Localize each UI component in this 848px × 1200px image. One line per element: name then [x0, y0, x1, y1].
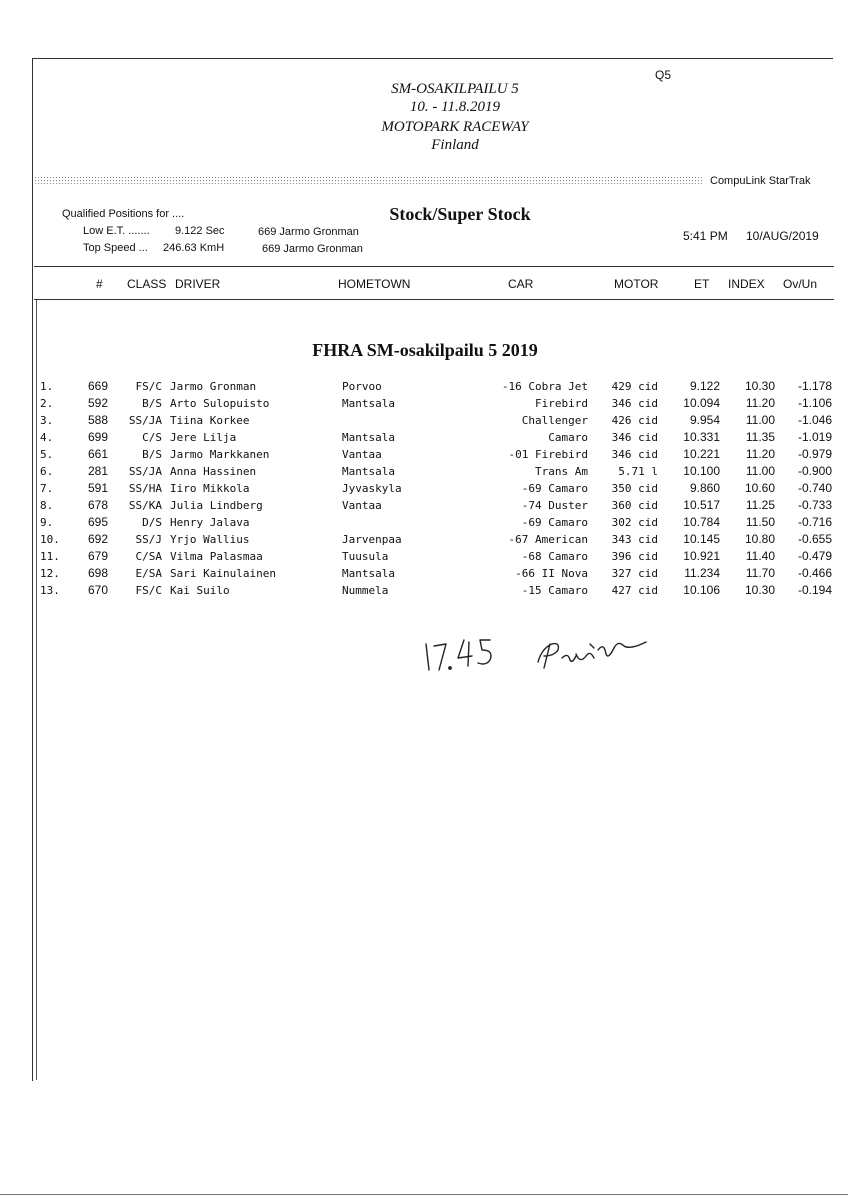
- header-rule-top: [34, 266, 834, 267]
- hometown: Jyvaskyla: [342, 482, 402, 495]
- car: Challenger: [521, 414, 588, 427]
- motor: 346 cid: [611, 448, 658, 461]
- motor: 426 cid: [611, 414, 658, 427]
- col-ovun: Ov/Un: [783, 277, 818, 291]
- handwritten-time-signature: [420, 630, 670, 685]
- car: -69 Camaro: [521, 482, 588, 495]
- ov-un: -0.900: [797, 464, 832, 478]
- et: 11.234: [684, 566, 720, 580]
- car: -16 Cobra Jet: [501, 380, 588, 393]
- qualified-label: Qualified Positions for ....: [62, 208, 185, 220]
- motor: 346 cid: [611, 397, 658, 410]
- et: 10.221: [683, 447, 720, 461]
- ov-un: -0.740: [797, 481, 832, 495]
- ov-un: -0.716: [797, 515, 832, 529]
- hometown: Mantsala: [342, 397, 395, 410]
- position: 5.: [40, 448, 54, 461]
- class: D/S: [142, 516, 162, 529]
- position: 9.: [40, 516, 54, 529]
- col-index: INDEX: [728, 277, 765, 291]
- driver: Jarmo Gronman: [170, 380, 257, 393]
- class: B/S: [142, 397, 162, 410]
- index: 11.00: [745, 413, 775, 427]
- table-row: [0, 480, 848, 497]
- driver: Sari Kainulainen: [170, 567, 276, 580]
- table-row: [0, 514, 848, 531]
- car-number: 679: [87, 549, 108, 563]
- car-number: 698: [87, 566, 108, 580]
- hometown: Vantaa: [342, 448, 382, 461]
- driver: Yrjo Wallius: [170, 533, 250, 546]
- hometown: Nummela: [342, 584, 389, 597]
- bottom-rule: [0, 1194, 848, 1195]
- race-title: FHRA SM-osakilpailu 5 2019: [312, 340, 538, 360]
- driver: Julia Lindberg: [170, 499, 263, 512]
- ov-un: -0.466: [797, 566, 832, 580]
- driver: Henry Jalava: [170, 516, 250, 529]
- event-venue: MOTOPARK RACEWAY: [381, 119, 529, 135]
- et: 10.106: [683, 583, 720, 597]
- table-row: [0, 446, 848, 463]
- et: 10.094: [683, 396, 720, 410]
- et: 10.100: [683, 464, 720, 478]
- class: SS/JA: [128, 414, 162, 427]
- col-motor: MOTOR: [614, 277, 659, 291]
- index: 11.00: [745, 464, 775, 478]
- ov-un: -1.106: [797, 396, 832, 410]
- driver: Jarmo Markkanen: [170, 448, 270, 461]
- hometown: Mantsala: [342, 567, 395, 580]
- class: C/SA: [135, 550, 162, 563]
- page-code: Q5: [655, 68, 672, 82]
- index: 11.35: [745, 430, 775, 444]
- position: 13.: [40, 584, 60, 597]
- car-number: 695: [87, 515, 108, 529]
- hometown: Jarvenpaa: [342, 533, 402, 546]
- index: 10.80: [744, 532, 775, 546]
- driver: Kai Suilo: [170, 584, 230, 597]
- table-row: [0, 429, 848, 446]
- index: 11.20: [745, 396, 775, 410]
- car: -15 Camaro: [521, 584, 588, 597]
- position: 12.: [40, 567, 60, 580]
- car-number: 591: [87, 481, 108, 495]
- motor: 302 cid: [611, 516, 658, 529]
- ov-un: -0.194: [797, 583, 832, 597]
- motor: 327 cid: [611, 567, 658, 580]
- car: -67 American: [508, 533, 588, 546]
- low-et-value: 9.122 Sec: [175, 225, 225, 237]
- car-number: 670: [87, 583, 108, 597]
- et: 9.954: [689, 413, 720, 427]
- class: SS/KA: [128, 499, 162, 512]
- col-hometown: HOMETOWN: [338, 277, 411, 291]
- hometown: Mantsala: [342, 465, 395, 478]
- class: E/SA: [135, 567, 162, 580]
- table-row: [0, 378, 848, 395]
- table-row: [0, 395, 848, 412]
- motor: 343 cid: [611, 533, 658, 546]
- table-row: [0, 497, 848, 514]
- car-number: 281: [87, 464, 108, 478]
- index: 11.70: [745, 566, 775, 580]
- system-name: CompuLink StarTrak: [710, 175, 811, 187]
- position: 10.: [40, 533, 60, 546]
- index: 11.50: [745, 515, 775, 529]
- index: 11.20: [745, 447, 775, 461]
- motor: 360 cid: [611, 499, 658, 512]
- et: 10.145: [683, 532, 720, 546]
- position: 8.: [40, 499, 54, 512]
- position: 3.: [40, 414, 54, 427]
- et: 9.122: [689, 379, 720, 393]
- low-et-driver: 669 Jarmo Gronman: [258, 226, 359, 238]
- driver: Arto Sulopuisto: [170, 397, 270, 410]
- index: 10.60: [744, 481, 775, 495]
- report-time: 5:41 PM: [683, 229, 728, 243]
- et: 10.921: [683, 549, 720, 563]
- car: -74 Duster: [521, 499, 588, 512]
- hometown: Vantaa: [342, 499, 382, 512]
- report-date: 10/AUG/2019: [746, 229, 819, 243]
- car: -68 Camaro: [521, 550, 588, 563]
- ov-un: -0.479: [797, 549, 832, 563]
- car: -69 Camaro: [521, 516, 588, 529]
- car: Firebird: [535, 397, 588, 410]
- et: 10.784: [683, 515, 720, 529]
- motor: 427 cid: [611, 584, 658, 597]
- car: Trans Am: [535, 465, 588, 478]
- car-number: 669: [87, 379, 108, 393]
- et: 9.860: [689, 481, 720, 495]
- car-number: 692: [87, 532, 108, 546]
- header-rule-bottom: [34, 299, 834, 300]
- top-speed-driver: 669 Jarmo Gronman: [262, 243, 363, 255]
- car-number: 592: [87, 396, 108, 410]
- ov-un: -1.046: [797, 413, 832, 427]
- dotted-divider: [34, 176, 702, 185]
- event-dates: 10. - 11.8.2019: [409, 99, 501, 115]
- ov-un: -0.733: [797, 498, 832, 512]
- motor: 429 cid: [611, 380, 658, 393]
- car: Camaro: [548, 431, 588, 444]
- driver: Vilma Palasmaa: [170, 550, 263, 563]
- position: 4.: [40, 431, 54, 444]
- et: 10.331: [683, 430, 720, 444]
- event-country: Finland: [431, 137, 479, 153]
- ov-un: -1.019: [797, 430, 832, 444]
- table-row: [0, 412, 848, 429]
- driver: Tiina Korkee: [170, 414, 250, 427]
- ov-un: -0.655: [797, 532, 832, 546]
- col-car: CAR: [508, 277, 534, 291]
- index: 11.25: [745, 498, 775, 512]
- car: -01 Firebird: [508, 448, 588, 461]
- motor: 350 cid: [611, 482, 658, 495]
- class: SS/JA: [128, 465, 162, 478]
- table-row: [0, 548, 848, 565]
- col-num: #: [96, 277, 103, 291]
- position: 1.: [40, 380, 54, 393]
- class: SS/J: [135, 533, 162, 546]
- index: 10.30: [744, 379, 775, 393]
- driver: Iiro Mikkola: [170, 482, 250, 495]
- table-row: [0, 531, 848, 548]
- top-speed-label: Top Speed ...: [83, 242, 148, 254]
- car-number: 661: [87, 447, 108, 461]
- et: 10.517: [683, 498, 720, 512]
- top-speed-value: 246.63 KmH: [163, 242, 225, 254]
- ov-un: -0.979: [797, 447, 832, 461]
- index: 11.40: [745, 549, 775, 563]
- motor: 346 cid: [611, 431, 658, 444]
- event-name: SM-OSAKILPAILU 5: [391, 81, 519, 97]
- col-driver: DRIVER: [175, 277, 221, 291]
- position: 7.: [40, 482, 54, 495]
- hometown: Tuusula: [342, 550, 389, 563]
- car-number: 699: [87, 430, 108, 444]
- class-title: Stock/Super Stock: [389, 204, 531, 224]
- class: C/S: [142, 431, 162, 444]
- ov-un: -1.178: [797, 379, 832, 393]
- class: FS/C: [135, 380, 162, 393]
- position: 2.: [40, 397, 54, 410]
- hometown: Porvoo: [342, 380, 382, 393]
- table-row: [0, 463, 848, 480]
- low-et-label: Low E.T. .......: [83, 225, 150, 237]
- class: B/S: [142, 448, 162, 461]
- index: 10.30: [744, 583, 775, 597]
- class: FS/C: [135, 584, 162, 597]
- motor: 5.71 l: [618, 465, 658, 478]
- class: SS/HA: [128, 482, 162, 495]
- car-number: 678: [87, 498, 108, 512]
- hometown: Mantsala: [342, 431, 395, 444]
- position: 6.: [40, 465, 54, 478]
- col-class: CLASS: [127, 277, 167, 291]
- driver: Jere Lilja: [170, 431, 237, 444]
- table-row: [0, 582, 848, 599]
- car: -66 II Nova: [515, 567, 588, 580]
- position: 11.: [40, 550, 60, 563]
- col-et: ET: [694, 277, 710, 291]
- motor: 396 cid: [611, 550, 658, 563]
- driver: Anna Hassinen: [170, 465, 257, 478]
- car-number: 588: [87, 413, 108, 427]
- table-row: [0, 565, 848, 582]
